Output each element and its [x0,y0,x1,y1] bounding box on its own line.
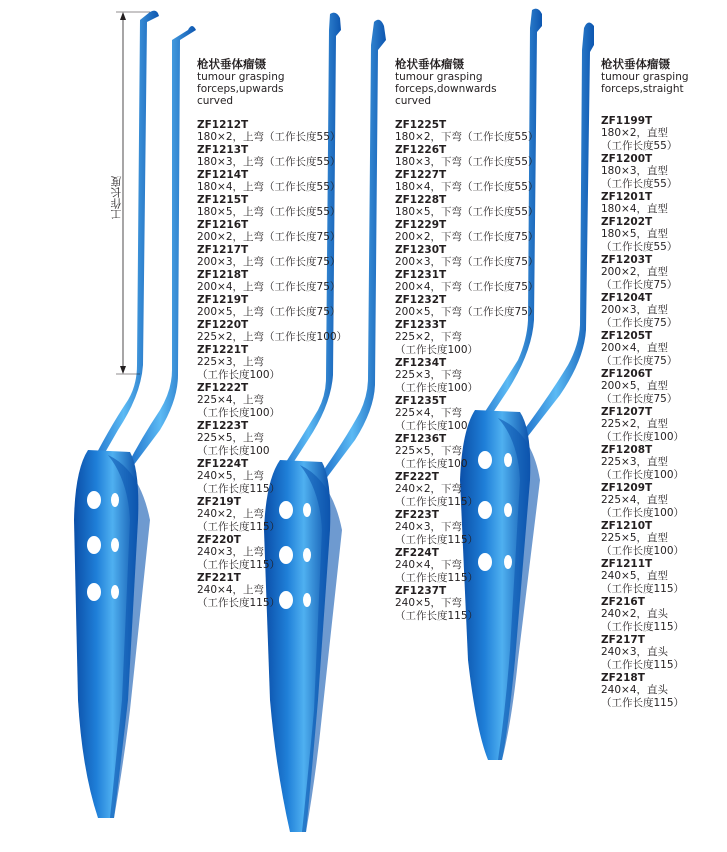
title-en-line: forceps,upwards [197,83,284,95]
forceps-upwards-image [74,11,196,818]
product-code: ZF223T [395,509,439,521]
product-spec: （工作长度100） [601,545,685,557]
product-entry [601,216,723,254]
product-entry [197,244,347,269]
product-entry [395,169,545,194]
product-entry [197,119,347,144]
product-spec: 240×4，直头 [601,684,669,696]
product-code: ZF1214T [197,169,249,181]
product-entry [601,191,723,216]
product-entry [395,319,545,357]
product-entry [601,115,723,153]
product-entry [395,119,545,144]
product-code: ZF1200T [601,153,653,165]
product-code: ZF1224T [197,458,249,470]
product-entry [197,319,347,344]
title-en-line: tumour grasping [197,71,285,83]
product-spec: （工作长度100 [197,445,270,457]
product-entry [197,496,347,534]
product-spec: 240×2，直头 [601,608,669,620]
product-entry [601,596,723,634]
product-entry [601,330,723,368]
product-spec: （工作长度115） [197,559,281,571]
product-list [601,115,723,710]
product-spec: （工作长度75） [601,279,678,291]
product-code: ZF1202T [601,216,653,228]
product-spec: 225×2，下弯 [395,331,463,343]
product-code: ZF1227T [395,169,447,181]
product-spec: 225×2，上弯（工作长度100） [197,331,348,343]
working-length-label: 工作长度 [110,176,123,220]
product-code: ZF1218T [197,269,249,281]
product-entry [395,269,545,294]
product-spec: 240×3，上弯 [197,546,265,558]
product-spec: 200×4，下弯（工作长度75） [395,281,539,293]
product-spec: 180×5，上弯（工作长度55） [197,206,341,218]
product-column-upwards [197,57,347,610]
product-spec: 180×3，下弯（工作长度55） [395,156,539,168]
product-spec: （工作长度115） [395,572,479,584]
product-entry [197,194,347,219]
product-code: ZF1210T [601,520,653,532]
product-entry [197,219,347,244]
product-code: ZF1211T [601,558,653,570]
product-code: ZF220T [197,534,241,546]
product-code: ZF1207T [601,406,653,418]
product-list [395,119,545,623]
product-entry [395,433,545,471]
product-entry [601,153,723,191]
product-entry [395,144,545,169]
product-spec: 200×3，上弯（工作长度75） [197,256,341,268]
product-code: ZF224T [395,547,439,559]
column-title-en [395,71,545,107]
product-entry [395,547,545,585]
product-entry [197,572,347,610]
product-spec: 225×4，上弯 [197,394,265,406]
product-entry [601,292,723,330]
product-code: ZF1221T [197,344,249,356]
product-entry [395,219,545,244]
product-spec: （工作长度115） [601,659,685,671]
product-code: ZF1205T [601,330,653,342]
product-code: ZF1203T [601,254,653,266]
column-title-en [197,71,347,107]
product-code: ZF1229T [395,219,447,231]
product-code: ZF1212T [197,119,249,131]
product-spec: 180×4，上弯（工作长度55） [197,181,341,193]
product-entry [197,144,347,169]
product-spec: 240×3，下弯 [395,521,463,533]
product-entry [197,294,347,319]
product-code: ZF221T [197,572,241,584]
product-code: ZF222T [395,471,439,483]
product-code: ZF1220T [197,319,249,331]
product-code: ZF1233T [395,319,447,331]
product-entry [197,458,347,496]
product-code: ZF1206T [601,368,653,380]
title-en-line: curved [395,95,432,107]
product-spec: 180×5，下弯（工作长度55） [395,206,539,218]
product-code: ZF1234T [395,357,447,369]
product-code: ZF218T [601,672,645,684]
product-spec: 225×4，直型 [601,494,669,506]
product-code: ZF1231T [395,269,447,281]
column-title-cn: 枪状垂体瘤镊 [197,57,266,71]
product-code: ZF1223T [197,420,249,432]
product-code: ZF1199T [601,115,653,127]
product-entry [395,585,545,623]
product-spec: 225×4，下弯 [395,407,463,419]
product-spec: （工作长度115） [197,597,281,609]
product-spec: （工作长度75） [601,355,678,367]
product-entry [395,244,545,269]
product-code: ZF1228T [395,194,447,206]
product-spec: （工作长度115） [197,521,281,533]
product-code: ZF1217T [197,244,249,256]
product-code: ZF1237T [395,585,447,597]
product-code: ZF1216T [197,219,249,231]
column-title-cn: 枪状垂体瘤镊 [601,57,670,71]
product-code: ZF1230T [395,244,447,256]
product-spec: 225×5，直型 [601,532,669,544]
title-en-line: tumour grasping [601,71,689,83]
product-code: ZF1232T [395,294,447,306]
product-spec: 200×5，上弯（工作长度75） [197,306,341,318]
product-spec: （工作长度100 [395,420,468,432]
product-entry [197,269,347,294]
product-entry [601,558,723,596]
product-code: ZF1222T [197,382,249,394]
product-spec: 180×2，下弯（工作长度55） [395,131,539,143]
product-spec: （工作长度100） [197,369,281,381]
title-en-line: forceps,downwards [395,83,497,95]
product-spec: （工作长度100 [395,458,468,470]
product-spec: 180×5，直型 [601,228,669,240]
product-spec: 180×4，直型 [601,203,669,215]
product-code: ZF1201T [601,191,653,203]
product-spec: 200×2，下弯（工作长度75） [395,231,539,243]
product-code: ZF1204T [601,292,653,304]
product-spec: （工作长度100） [601,469,685,481]
product-spec: （工作长度115） [601,583,685,595]
product-spec: （工作长度115） [395,610,479,622]
product-column-downwards [395,57,545,623]
product-code: ZF216T [601,596,645,608]
column-title-en [601,71,723,95]
product-spec: 225×2，直型 [601,418,669,430]
product-spec: 240×4，上弯 [197,584,265,596]
product-spec: （工作长度115） [601,697,685,709]
product-entry [395,471,545,509]
title-en-line: curved [197,95,234,107]
product-code: ZF1225T [395,119,447,131]
product-code: ZF1226T [395,144,447,156]
product-entry [395,509,545,547]
product-spec: （工作长度55） [601,140,678,152]
product-spec: （工作长度100） [395,382,479,394]
product-entry [395,357,545,395]
product-spec: （工作长度75） [601,393,678,405]
title-en-line: tumour grasping [395,71,483,83]
product-entry [601,482,723,520]
product-entry [601,444,723,482]
product-spec: 200×3，直型 [601,304,669,316]
product-entry [601,254,723,292]
product-spec: 180×2，直型 [601,127,669,139]
product-spec: 180×3，直型 [601,165,669,177]
product-entry [395,194,545,219]
product-code: ZF1209T [601,482,653,494]
product-spec: 225×3，上弯 [197,356,265,368]
product-spec: 200×2，直型 [601,266,669,278]
product-spec: 225×3，直型 [601,456,669,468]
product-code: ZF219T [197,496,241,508]
product-spec: （工作长度55） [601,241,678,253]
product-spec: 240×2，下弯 [395,483,463,495]
product-code: ZF217T [601,634,645,646]
product-spec: 240×2，上弯 [197,508,265,520]
product-entry [197,169,347,194]
product-spec: 225×3，下弯 [395,369,463,381]
product-spec: （工作长度115） [601,621,685,633]
product-spec: 225×5，下弯 [395,445,463,457]
product-entry [601,406,723,444]
product-entry [395,294,545,319]
product-column-straight [601,57,723,710]
product-code: ZF1213T [197,144,249,156]
product-spec: 180×4，下弯（工作长度55） [395,181,539,193]
product-spec: 200×5，下弯（工作长度75） [395,306,539,318]
product-entry [601,368,723,406]
product-entry [601,634,723,672]
product-spec: （工作长度75） [601,317,678,329]
product-spec: 240×3，直头 [601,646,669,658]
product-spec: （工作长度100） [601,431,685,443]
product-spec: 225×5，上弯 [197,432,265,444]
product-spec: 200×5，直型 [601,380,669,392]
product-entry [601,520,723,558]
product-spec: 200×2，上弯（工作长度75） [197,231,341,243]
product-code: ZF1235T [395,395,447,407]
product-entry [197,534,347,572]
product-entry [395,395,545,433]
product-code: ZF1219T [197,294,249,306]
product-spec: 240×5，下弯 [395,597,463,609]
product-spec: 200×4，直型 [601,342,669,354]
product-entry [601,672,723,710]
product-entry [197,344,347,382]
product-spec: （工作长度100） [395,344,479,356]
product-list [197,119,347,610]
column-title-cn: 枪状垂体瘤镊 [395,57,464,71]
product-spec: （工作长度100） [197,407,281,419]
product-spec: 240×4，下弯 [395,559,463,571]
product-spec: 200×4，上弯（工作长度75） [197,281,341,293]
product-spec: （工作长度115） [395,496,479,508]
product-spec: 200×3，下弯（工作长度75） [395,256,539,268]
product-spec: （工作长度115） [197,483,281,495]
product-code: ZF1208T [601,444,653,456]
product-spec: 240×5，上弯 [197,470,265,482]
product-spec: 240×5，直型 [601,570,669,582]
product-spec: 180×3，上弯（工作长度55） [197,156,341,168]
product-spec: （工作长度100） [601,507,685,519]
product-spec: （工作长度55） [601,178,678,190]
title-en-line: forceps,straight [601,83,684,95]
product-entry [197,382,347,420]
product-spec: 180×2，上弯（工作长度55） [197,131,341,143]
product-spec: （工作长度115） [395,534,479,546]
product-entry [197,420,347,458]
product-code: ZF1236T [395,433,447,445]
product-code: ZF1215T [197,194,249,206]
